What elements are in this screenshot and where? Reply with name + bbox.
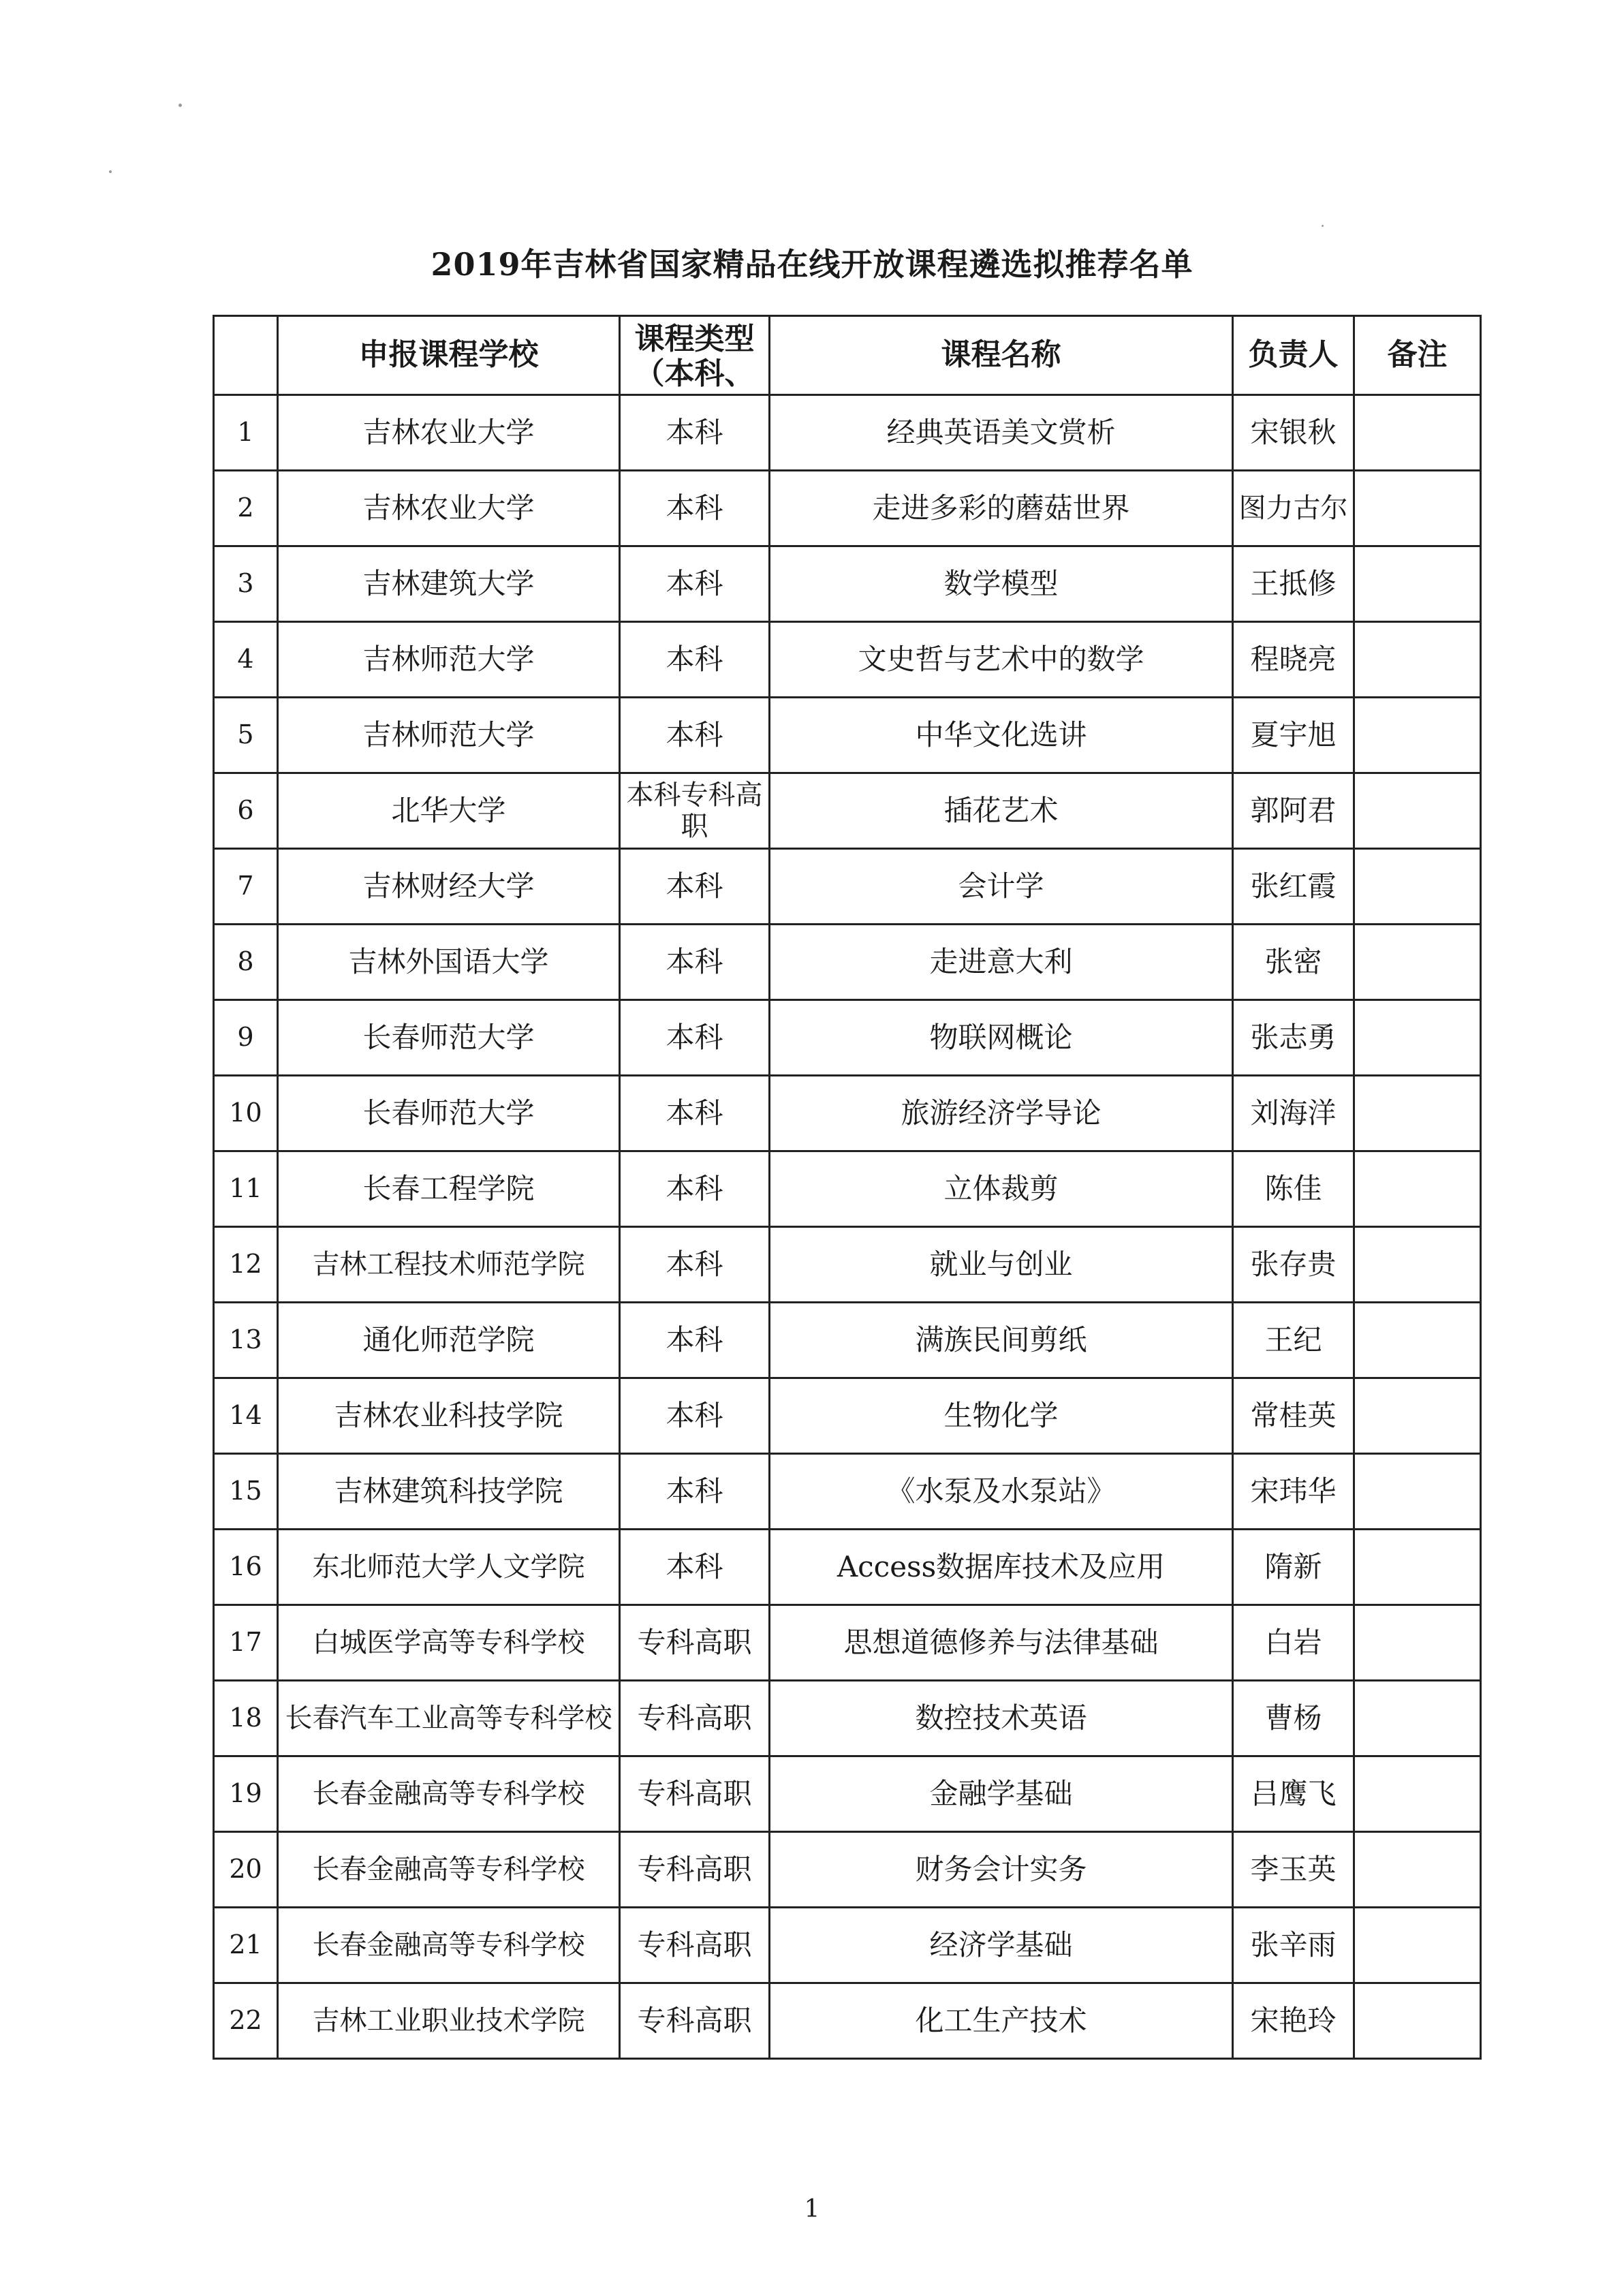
table-row: [214, 471, 1481, 546]
cell-remark: [1354, 925, 1481, 1000]
cell-course-type: 本科: [620, 1378, 770, 1454]
cell-school: 吉林农业大学: [278, 471, 620, 546]
cell-no: 1: [214, 395, 278, 471]
table-row: [214, 395, 1481, 471]
cell-course-name: 数学模型: [770, 546, 1233, 622]
cell-school: 长春工程学院: [278, 1151, 620, 1227]
cell-remark: [1354, 1378, 1481, 1454]
cell-remark: [1354, 1983, 1481, 2059]
cell-course-name: 思想道德修养与法律基础: [770, 1605, 1233, 1681]
cell-school: 长春金融高等专科学校: [278, 1908, 620, 1983]
cell-course-type: 本科: [620, 698, 770, 773]
cell-school: 白城医学高等专科学校: [278, 1605, 620, 1681]
table-row: [214, 1832, 1481, 1908]
cell-course-type: 本科: [620, 1151, 770, 1227]
header-course-type: [620, 316, 770, 395]
table-row: [214, 1756, 1481, 1832]
cell-course-type: 本科: [620, 471, 770, 546]
cell-school: 吉林外国语大学: [278, 925, 620, 1000]
cell-course-type: 本科: [620, 1530, 770, 1605]
header-course-name: 课程名称: [770, 316, 1233, 395]
cell-no: 15: [214, 1454, 278, 1530]
cell-person: 宋艳玲: [1233, 1983, 1354, 2059]
cell-person: 宋银秋: [1233, 395, 1354, 471]
cell-remark: [1354, 849, 1481, 925]
cell-school: 北华大学: [278, 773, 620, 849]
cell-remark: [1354, 546, 1481, 622]
cell-remark: [1354, 1151, 1481, 1227]
table-row: [214, 1378, 1481, 1454]
cell-no: 16: [214, 1530, 278, 1605]
cell-course-name: 金融学基础: [770, 1756, 1233, 1832]
table-row: [214, 1530, 1481, 1605]
cell-person: 夏宇旭: [1233, 698, 1354, 773]
cell-no: 6: [214, 773, 278, 849]
cell-remark: [1354, 1454, 1481, 1530]
table-row: [214, 1681, 1481, 1756]
cell-course-name: 化工生产技术: [770, 1983, 1233, 2059]
cell-person: 张红霞: [1233, 849, 1354, 925]
cell-remark: [1354, 698, 1481, 773]
cell-course-name: 经典英语美文赏析: [770, 395, 1233, 471]
table-row: [214, 1076, 1481, 1151]
cell-person: 张志勇: [1233, 1000, 1354, 1076]
table-row: [214, 1227, 1481, 1303]
scan-speck: [1322, 225, 1324, 227]
cell-remark: [1354, 1681, 1481, 1756]
table-row: [214, 925, 1481, 1000]
cell-person: 郭阿君: [1233, 773, 1354, 849]
cell-no: 5: [214, 698, 278, 773]
cell-course-type: 专科高职: [620, 1681, 770, 1756]
cell-no: 9: [214, 1000, 278, 1076]
cell-course-type: 专科高职: [620, 1605, 770, 1681]
cell-course-type: 本科: [620, 925, 770, 1000]
cell-school: 吉林建筑科技学院: [278, 1454, 620, 1530]
cell-course-type: 本科: [620, 1227, 770, 1303]
cell-school: 东北师范大学人文学院: [278, 1530, 620, 1605]
cell-no: 17: [214, 1605, 278, 1681]
table-row: [214, 1000, 1481, 1076]
cell-person: 白岩: [1233, 1605, 1354, 1681]
cell-school: 吉林财经大学: [278, 849, 620, 925]
cell-no: 20: [214, 1832, 278, 1908]
cell-person: 曹杨: [1233, 1681, 1354, 1756]
cell-remark: [1354, 471, 1481, 546]
cell-school: 吉林农业大学: [278, 395, 620, 471]
cell-remark: [1354, 395, 1481, 471]
cell-course-name: 《水泵及水泵站》: [770, 1454, 1233, 1530]
cell-remark: [1354, 1303, 1481, 1378]
cell-remark: [1354, 1605, 1481, 1681]
table-row: [214, 1151, 1481, 1227]
cell-course-name: 文史哲与艺术中的数学: [770, 622, 1233, 698]
table-header-row: [214, 316, 1481, 395]
header-no: [214, 316, 278, 395]
cell-person: 张辛雨: [1233, 1908, 1354, 1983]
cell-no: 21: [214, 1908, 278, 1983]
cell-course-type: 本科: [620, 546, 770, 622]
cell-school: 长春金融高等专科学校: [278, 1756, 620, 1832]
cell-person: 程晓亮: [1233, 622, 1354, 698]
cell-school: 通化师范学院: [278, 1303, 620, 1378]
header-course-type-line2: （本科、: [634, 356, 755, 388]
table-row: [214, 622, 1481, 698]
cell-remark: [1354, 1227, 1481, 1303]
cell-person: 隋新: [1233, 1530, 1354, 1605]
cell-remark: [1354, 773, 1481, 849]
cell-course-name: 插花艺术: [770, 773, 1233, 849]
table-row: [214, 849, 1481, 925]
table-row: [214, 1983, 1481, 2059]
cell-school: 吉林建筑大学: [278, 546, 620, 622]
cell-school: 吉林农业科技学院: [278, 1378, 620, 1454]
cell-course-type: 本科: [620, 1000, 770, 1076]
cell-person: 李玉英: [1233, 1832, 1354, 1908]
cell-course-name: 旅游经济学导论: [770, 1076, 1233, 1151]
cell-course-name: 经济学基础: [770, 1908, 1233, 1983]
table-row: [214, 1908, 1481, 1983]
cell-course-type: 本科: [620, 622, 770, 698]
cell-person: 张存贵: [1233, 1227, 1354, 1303]
cell-person: 宋玮华: [1233, 1454, 1354, 1530]
cell-no: 2: [214, 471, 278, 546]
scan-speck: [109, 170, 112, 173]
cell-school: 长春汽车工业高等专科学校: [278, 1681, 620, 1756]
cell-course-type: 专科高职: [620, 1832, 770, 1908]
cell-course-type: 专科高职: [620, 1756, 770, 1832]
cell-no: 11: [214, 1151, 278, 1227]
cell-school: 长春师范大学: [278, 1000, 620, 1076]
cell-remark: [1354, 1000, 1481, 1076]
cell-remark: [1354, 622, 1481, 698]
cell-remark: [1354, 1076, 1481, 1151]
table-row: [214, 546, 1481, 622]
cell-person: 王抵修: [1233, 546, 1354, 622]
scan-speck: [178, 104, 182, 107]
cell-person: 刘海洋: [1233, 1076, 1354, 1151]
cell-school: 长春金融高等专科学校: [278, 1832, 620, 1908]
cell-no: 13: [214, 1303, 278, 1378]
cell-course-name: Access数据库技术及应用: [770, 1530, 1233, 1605]
cell-course-name: 就业与创业: [770, 1227, 1233, 1303]
cell-remark: [1354, 1756, 1481, 1832]
cell-no: 22: [214, 1983, 278, 2059]
cell-remark: [1354, 1908, 1481, 1983]
cell-person: 王纪: [1233, 1303, 1354, 1378]
table-row: [214, 698, 1481, 773]
cell-course-type: 本科: [620, 1303, 770, 1378]
header-course-type-line1: 课程类型: [634, 322, 755, 357]
header-school: 申报课程学校: [278, 316, 620, 395]
header-remark: 备注: [1354, 316, 1481, 395]
cell-no: 14: [214, 1378, 278, 1454]
cell-course-type: 本科: [620, 1076, 770, 1151]
cell-person: 常桂英: [1233, 1378, 1354, 1454]
cell-course-name: 会计学: [770, 849, 1233, 925]
cell-school: 吉林工程技术师范学院: [278, 1227, 620, 1303]
cell-course-name: 走进多彩的蘑菇世界: [770, 471, 1233, 546]
cell-course-name: 生物化学: [770, 1378, 1233, 1454]
cell-course-name: 物联网概论: [770, 1000, 1233, 1076]
cell-no: 19: [214, 1756, 278, 1832]
cell-no: 8: [214, 925, 278, 1000]
cell-school: 长春师范大学: [278, 1076, 620, 1151]
cell-course-name: 中华文化选讲: [770, 698, 1233, 773]
cell-no: 4: [214, 622, 278, 698]
cell-person: 吕鹰飞: [1233, 1756, 1354, 1832]
cell-person: 张密: [1233, 925, 1354, 1000]
cell-school: 吉林师范大学: [278, 698, 620, 773]
table-body: [214, 395, 1481, 2059]
cell-no: 10: [214, 1076, 278, 1151]
page-number: 1: [804, 2195, 820, 2223]
cell-course-name: 满族民间剪纸: [770, 1303, 1233, 1378]
cell-person: 陈佳: [1233, 1151, 1354, 1227]
cell-course-type: 本科: [620, 849, 770, 925]
cell-person: 图力古尔: [1233, 471, 1354, 546]
cell-school: 吉林工业职业技术学院: [278, 1983, 620, 2059]
cell-no: 3: [214, 546, 278, 622]
cell-school: 吉林师范大学: [278, 622, 620, 698]
cell-course-type: 本科: [620, 1454, 770, 1530]
course-table: [213, 315, 1482, 2060]
cell-course-type: 本科专科高职: [620, 773, 770, 849]
cell-remark: [1354, 1832, 1481, 1908]
table-row: [214, 1454, 1481, 1530]
document-title: 2019年吉林省国家精品在线开放课程遴选拟推荐名单: [431, 246, 1193, 283]
table-row: [214, 773, 1481, 849]
table-row: [214, 1303, 1481, 1378]
cell-no: 18: [214, 1681, 278, 1756]
cell-course-name: 立体裁剪: [770, 1151, 1233, 1227]
cell-course-type: 专科高职: [620, 1983, 770, 2059]
cell-course-name: 财务会计实务: [770, 1832, 1233, 1908]
cell-no: 12: [214, 1227, 278, 1303]
header-person-in-charge: 负责人: [1233, 316, 1354, 395]
cell-course-type: 专科高职: [620, 1908, 770, 1983]
cell-course-name: 数控技术英语: [770, 1681, 1233, 1756]
cell-course-name: 走进意大利: [770, 925, 1233, 1000]
cell-course-type: 本科: [620, 395, 770, 471]
cell-remark: [1354, 1530, 1481, 1605]
table-row: [214, 1605, 1481, 1681]
cell-no: 7: [214, 849, 278, 925]
